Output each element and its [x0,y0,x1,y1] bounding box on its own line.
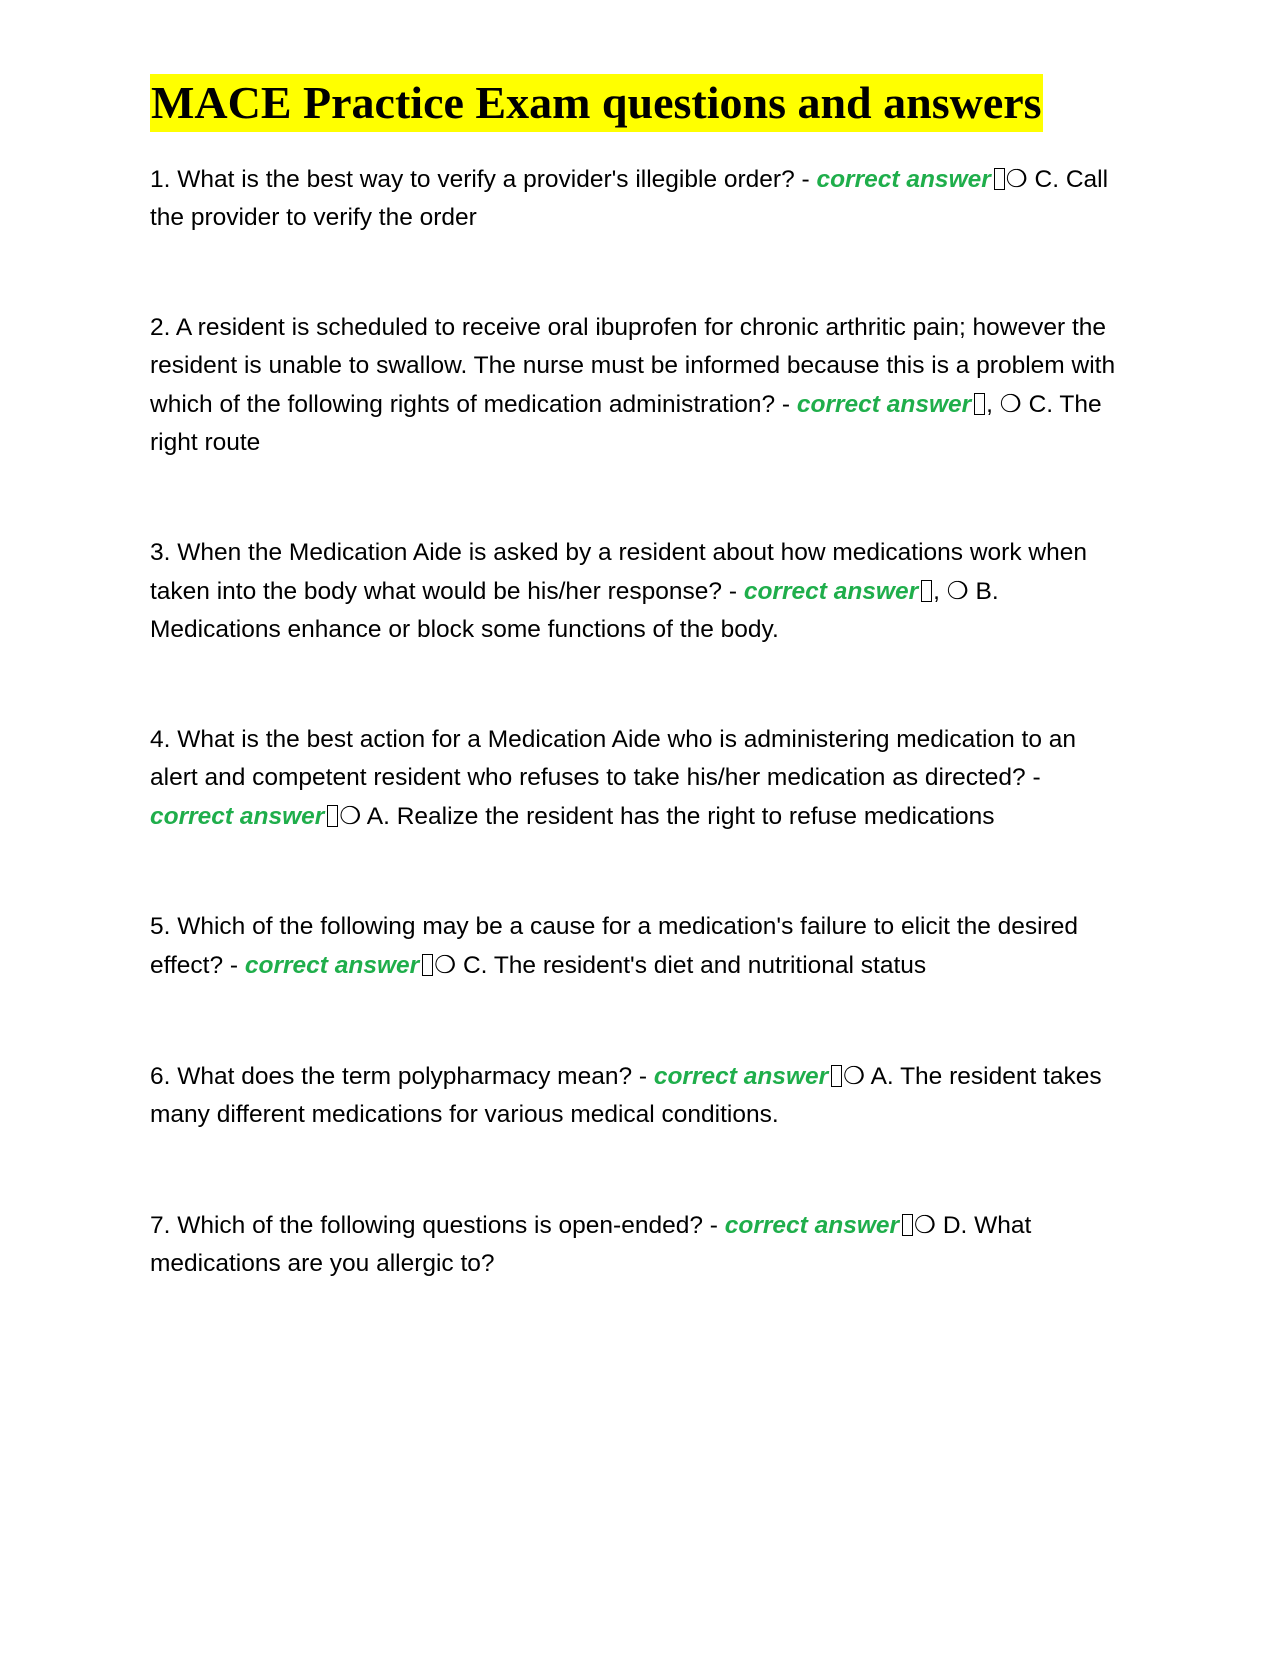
missing-glyph-icon [974,393,985,415]
missing-glyph-icon [422,954,433,976]
correct-answer-label: correct answer [724,1212,900,1239]
missing-glyph-icon [994,168,1005,190]
missing-glyph-icon [831,1065,842,1087]
missing-glyph-icon [327,805,338,827]
question-item [150,1057,1125,1134]
correct-answer-label: correct answer [150,803,325,830]
circle-marker-icon: ❍ [843,1061,866,1090]
answer-text: B. Medications enhance or block some functions of the body. [150,578,999,643]
document-page [150,74,1130,1355]
question-item [150,721,1125,836]
question-text: 2. A resident is scheduled to receive oral ibuprofen for chronic arthritic pain; however the resident is unable to swallow. The nurse must be informed because this is a problem with which of the following rights of medication administration? - [150,314,1116,418]
answer-text: A. Realize the resident has the right to refuse medications [361,803,995,830]
question-text: 1. What is the best way to verify a provider's illegible order? - [150,166,817,193]
circle-marker-icon: ❍ [946,576,969,605]
correct-answer-label: correct answer [743,578,919,605]
correct-answer-label: correct answer [796,391,972,418]
question-item [150,309,1125,462]
question-text: 6. What does the term polypharmacy mean? - [150,1063,654,1090]
correct-answer-label: correct answer [653,1063,829,1090]
answer-text: C. The right route [150,391,1102,456]
answer-text: C. Call the provider to verify the order [150,166,1109,231]
circle-marker-icon: ❍ [339,801,362,830]
correct-answer-label: correct answer [244,952,420,979]
page-title: MACE Practice Exam questions and answers [151,77,1042,128]
separator: , [933,578,947,605]
answer-text: C. The resident's diet and nutritional status [456,952,927,979]
missing-glyph-icon [921,580,932,602]
question-text: 5. Which of the following may be a cause for a medication's failure to elicit the desired effect? - [150,913,1078,979]
question-item [150,160,1125,237]
circle-marker-icon: ❍ [999,389,1022,418]
separator: , [986,391,1000,418]
missing-glyph-icon [902,1214,913,1236]
question-item [150,1206,1125,1283]
question-list [150,160,1130,1283]
question-text: 3. When the Medication Aide is asked by a resident about how medications work when taken into the body what would be his/her response? - [150,539,1087,605]
answer-text: A. The resident takes many different medications for various medical conditions. [150,1063,1102,1128]
title-highlight [150,74,1043,132]
question-text: 4. What is the best action for a Medication Aide who is administering medication to an alert and competent resident who refuses to take his/her medication as directed? - [150,726,1077,791]
circle-marker-icon: ❍ [434,950,457,979]
circle-marker-icon: ❍ [1005,164,1028,193]
question-item [150,534,1125,649]
answer-text: D. What medications are you allergic to? [150,1212,1032,1277]
question-text: 7. Which of the following questions is open-ended? - [150,1212,725,1239]
correct-answer-label: correct answer [816,166,991,193]
circle-marker-icon: ❍ [914,1210,937,1239]
question-item [150,908,1125,985]
